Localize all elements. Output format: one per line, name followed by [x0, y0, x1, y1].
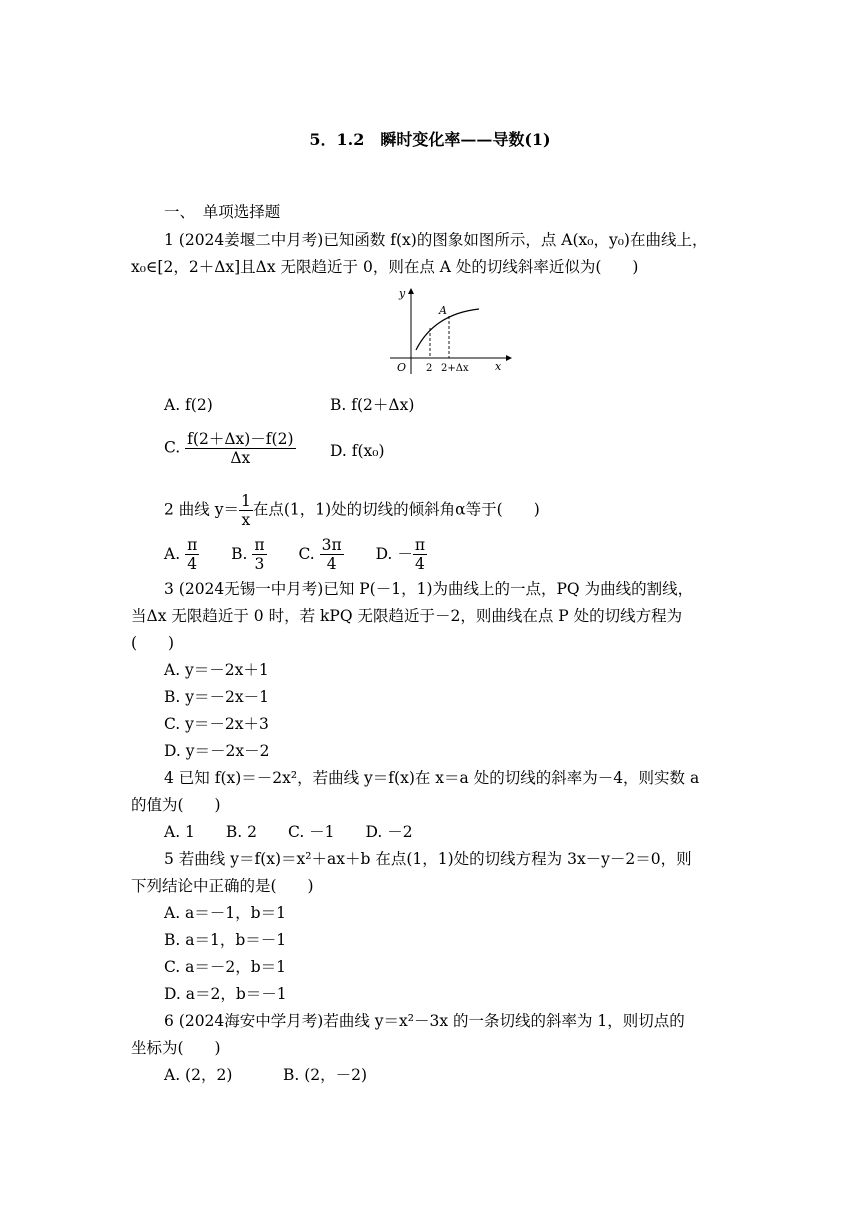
q2-option-d-minus: － [397, 544, 413, 563]
q3-option-a: A. y＝－2x＋1 [164, 661, 269, 679]
page-title: 5．1.2 瞬时变化率——导数(1) [309, 130, 551, 149]
q1-option-b: B. f(2＋Δx) [330, 396, 415, 414]
x-axis-arrow [506, 355, 512, 361]
q2-option-d-num: π [414, 536, 426, 554]
q3-line1: 3 (2024无锡一中月考)已知 P(－1，1)为曲线上的一点，PQ 为曲线的割线， [164, 580, 694, 598]
q1-option-c [164, 430, 296, 467]
q2-option-c-fraction [320, 536, 344, 573]
q2-option-d-fraction [413, 536, 427, 573]
q6-option-b: B. (2，－2) [283, 1066, 368, 1084]
q1-option-d: D. f(x₀) [330, 442, 385, 460]
q2-option-c-den: 4 [326, 555, 337, 573]
q2-option-d [375, 536, 427, 573]
q2-fraction-num: 1 [240, 492, 251, 510]
q5-option-b: B. a＝1，b＝－1 [164, 931, 287, 949]
q2-option-d-label: D. [375, 544, 393, 563]
function-graph-figure [384, 284, 514, 380]
q2-option-b-label: B. [231, 544, 248, 563]
point-a-label: A [439, 304, 447, 317]
q2-option-a-label: A. [164, 544, 181, 563]
q3-option-d: D. y＝－2x－2 [164, 742, 270, 760]
q1-option-c-label: C. [164, 438, 181, 457]
q5-option-c: C. a＝－2，b＝1 [164, 958, 287, 976]
q3-line2: 当Δx 无限趋近于 0 时，若 kPQ 无限趋近于－2，则曲线在点 P 处的切线方程为 [131, 607, 683, 625]
q1-option-a: A. f(2) [164, 396, 213, 414]
tick-label-2-plus-dx: 2+Δx [441, 363, 469, 374]
q2-options [164, 536, 427, 573]
q1-line1: 1 (2024姜堰二中月考)已知函数 f(x)的图象如图所示，点 A(x₀，y₀)在曲线上， [164, 231, 708, 249]
q2-option-a-num: π [187, 536, 198, 554]
q3-line3: ( ) [131, 634, 175, 652]
q2-option-a-fraction [185, 536, 199, 573]
q2-stem-fraction [239, 492, 253, 529]
q3-option-b: B. y＝－2x－1 [164, 688, 269, 706]
q4-options: A. 1 B. 2 C. －1 D. －2 [164, 823, 413, 841]
q2-option-c-label: C. [298, 544, 315, 563]
q2-option-b-fraction [252, 536, 266, 573]
q2-stem-post: 在点(1，1)处的切线的倾斜角α等于( ) [252, 500, 540, 519]
q2-stem [164, 492, 540, 529]
q2-option-a [164, 536, 199, 573]
q2-option-b [231, 536, 266, 573]
x-axis-label: x [495, 360, 502, 373]
q5-option-d: D. a＝2，b＝－1 [164, 985, 287, 1003]
y-axis-label: y [399, 287, 406, 300]
q1-option-c-denominator: Δx [230, 449, 251, 467]
q2-option-b-den: 3 [254, 555, 265, 573]
q6-option-a: A. (2，2) [164, 1066, 233, 1084]
q2-option-b-num: π [254, 536, 265, 554]
q6-line1: 6 (2024海安中学月考)若曲线 y＝x²－3x 的一条切线的斜率为 1，则切点的 [164, 1012, 685, 1030]
q1-option-c-numerator: f(2＋Δx)－f(2) [187, 430, 294, 448]
q1-option-c-fraction [185, 430, 295, 467]
q2-option-c [298, 536, 343, 573]
y-axis-arrow [408, 288, 414, 294]
q4-line1: 4 已知 f(x)＝－2x²，若曲线 y＝f(x)在 x＝a 处的切线的斜率为－4，则实数 a [164, 769, 700, 787]
origin-label: O [397, 361, 407, 374]
q2-fraction-den: x [241, 511, 251, 529]
q2-option-c-num: 3π [321, 536, 342, 554]
q4-line2: 的值为( ) [131, 796, 221, 814]
tick-label-2: 2 [426, 363, 433, 374]
q5-line2: 下列结论中正确的是( ) [131, 877, 314, 895]
q1-line2: x₀∈[2，2＋Δx]且Δx 无限趋近于 0，则在点 A 处的切线斜率近似为( ) [131, 258, 639, 276]
section-heading: 一、 单项选择题 [164, 203, 281, 221]
q5-option-a: A. a＝－1，b＝1 [164, 904, 286, 922]
function-curve [416, 309, 479, 350]
q6-line2: 坐标为( ) [131, 1039, 221, 1057]
q2-stem-pre: 2 曲线 y＝ [164, 500, 239, 519]
q2-option-d-den: 4 [414, 555, 425, 573]
q5-line1: 5 若曲线 y＝f(x)＝x²＋ax＋b 在点(1，1)处的切线方程为 3x－y－2＝0，则 [164, 850, 692, 868]
q3-option-c: C. y＝－2x＋3 [164, 715, 269, 733]
q2-option-a-den: 4 [187, 555, 198, 573]
